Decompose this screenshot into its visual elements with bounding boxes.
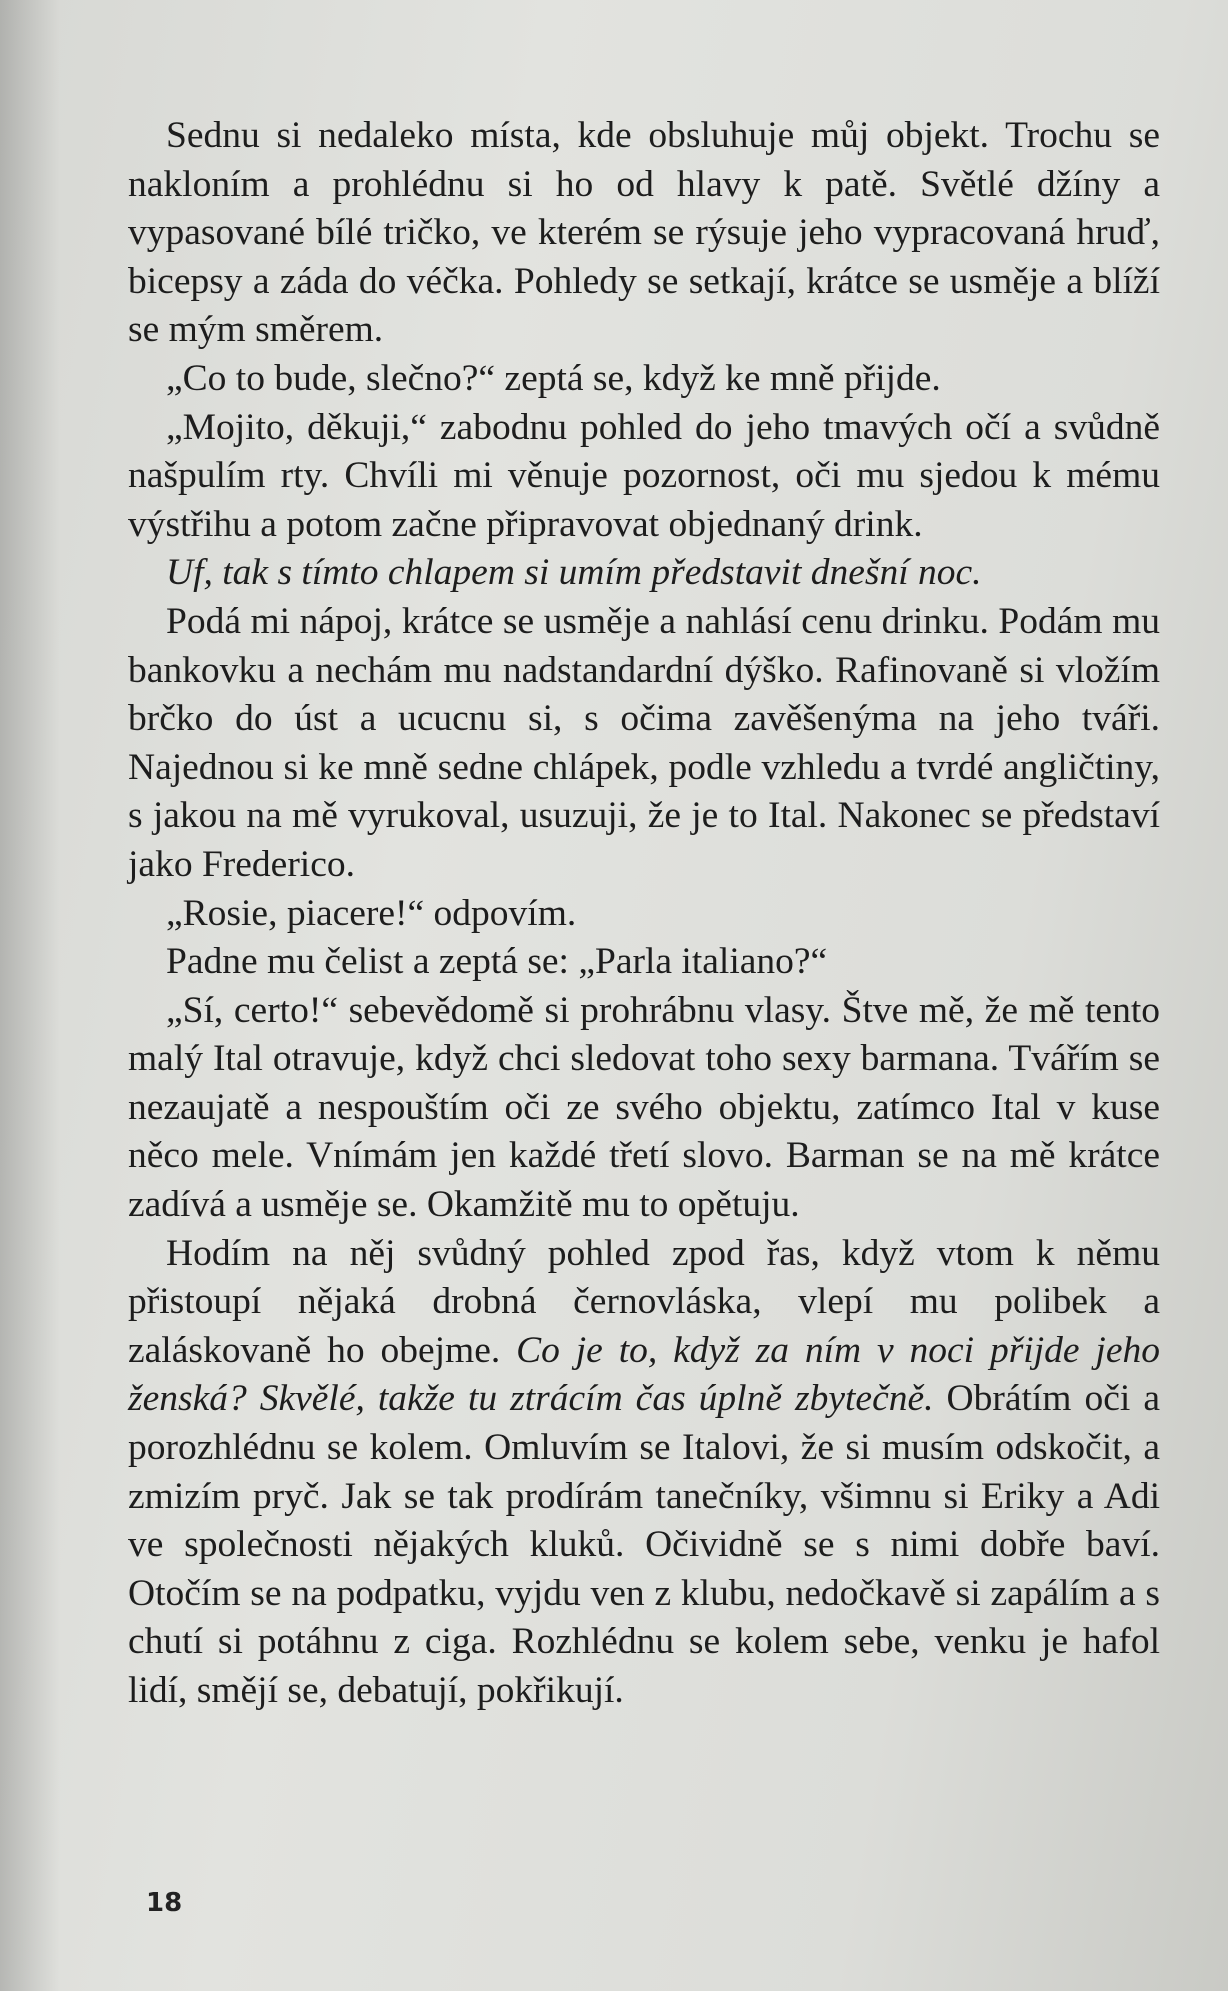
paragraph — [128, 1230, 1160, 1716]
paragraph — [128, 987, 1160, 1230]
italic-thought: Uf, tak s tímto chlapem si umím představit dnešní noc. — [166, 552, 982, 594]
paragraph — [128, 549, 1160, 598]
text-segment: Obrátím oči a porozhlédnu se kolem. Omluvím se Italovi, že si musím odskočit, a zmizím pryč. Jak se tak prodírám tanečníky, všimnu si Eriky a Adi ve společnosti nějakých kluků. Očividně se s nimi dobře baví. Otočím se na podpatku, vyjdu ven z klubu, nedočkavě si zapálím a s chutí si potáhnu z ciga. Rozhlédnu se kolem sebe, venku je hafol lidí, smějí se, debatují, pokřikují. — [128, 1378, 1160, 1711]
italic-thought: Co je to, když za ním v noci přijde jeho ženská? Skvělé, takže tu ztrácím čas úplně zbytečně. — [128, 1329, 1160, 1420]
text-segment: „Sí, certo!“ sebevědomě si prohrábnu vlasy. Štve mě, že mě tento malý Ital otravuje, když chci sledovat toho sexy barmana. Tvářím se nezaujatě a nespouštím oči ze svého objektu, zatímco Ital v kuse něco mele. Vnímám jen každé třetí slovo. Barman se na mě krátce zadívá a usměje se. Okamžitě mu to opětuju. — [128, 989, 1160, 1226]
text-segment: „Co to bude, slečno?“ zeptá se, když ke mně přijde. — [166, 357, 941, 399]
body-text — [128, 112, 1160, 1716]
text-segment: Sednu si nedaleko místa, kde obsluhuje můj objekt. Trochu se nakloním a prohlédnu si ho od hlavy k patě. Světlé džíny a vypasované bílé tričko, ve kterém se rýsuje jeho vypracovaná hruď, bicepsy a záda do véčka. Pohledy se setkají, krátce se usměje a blíží se mým směrem. — [128, 115, 1160, 351]
text-segment: Padne mu čelist a zeptá se: „Parla italiano?“ — [166, 941, 828, 983]
paragraph — [128, 404, 1160, 550]
text-segment: „Mojito, děkuji,“ zabodnu pohled do jeho tmavých očí a svůdně našpulím rty. Chvíli mi věnuje pozornost, oči mu sjedou k mému výstřihu a potom začne připravovat objednaný drink. — [128, 406, 1160, 545]
page-gutter-shadow — [0, 0, 60, 1991]
text-segment: Hodím na něj svůdný pohled zpod řas, když vtom k němu přistoupí nějaká drobná černovláska, vlepí mu polibek a zaláskovaně ho obejme. — [128, 1232, 1160, 1371]
text-segment: Podá mi nápoj, krátce se usměje a nahlásí cenu drinku. Podám mu bankovku a nechám mu nadstandardní dýško. Rafinovaně si vložím brčko do úst a ucucnu si, s očima zavěšenýma na jeho tváři. Najednou si ke mně sedne chlápek, podle vzhledu a tvrdé angličtiny, s jakou na mě vyrukoval, usuzuji, že je to Ital. Nakonec se představí jako Frederico. — [128, 600, 1160, 885]
paragraph — [128, 598, 1160, 890]
paragraph — [128, 355, 1160, 404]
text-segment: „Rosie, piacere!“ odpovím. — [166, 892, 577, 934]
paragraph — [128, 112, 1160, 355]
page-number: 18 — [146, 1888, 183, 1918]
paragraph — [128, 938, 1160, 987]
paragraph — [128, 890, 1160, 939]
